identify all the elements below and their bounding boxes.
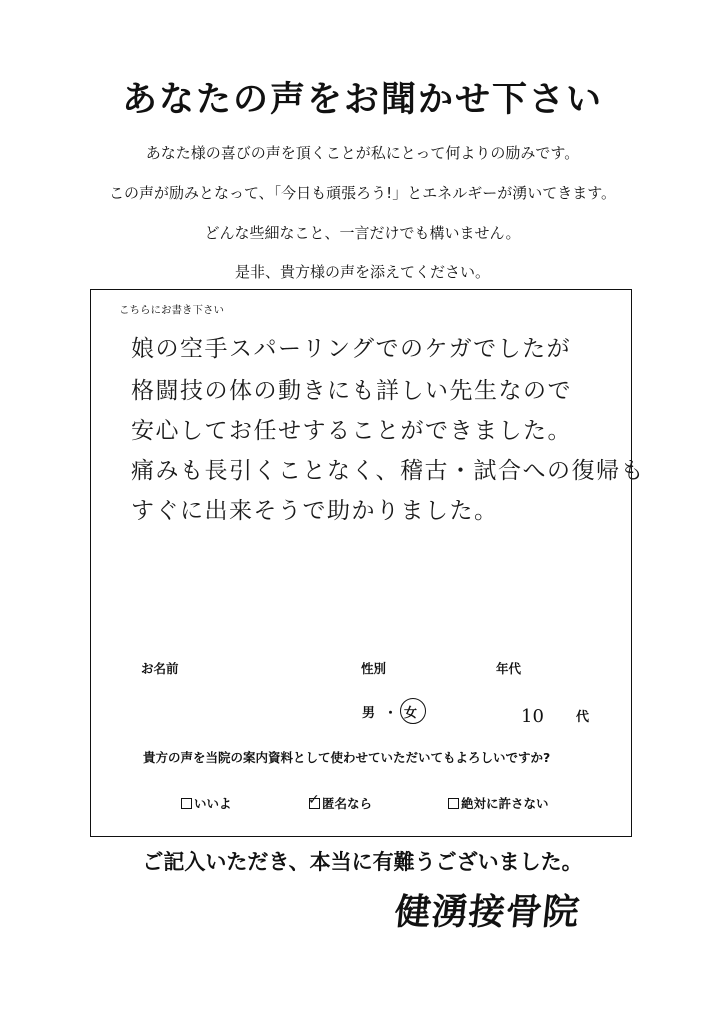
- gender-label: 性別: [361, 661, 387, 676]
- checkbox-ok[interactable]: [181, 798, 192, 809]
- age-label: 年代: [496, 661, 522, 676]
- intro-line-4: 是非、貴方様の声を添えてください。: [234, 263, 490, 281]
- gender-female: 女: [404, 706, 418, 721]
- handwritten-line-2: 格闘技の体の動きにも詳しい先生なので: [131, 378, 572, 404]
- option-refuse-label: 絶対に許さない: [461, 796, 549, 811]
- name-label: お名前: [141, 661, 179, 676]
- intro-line-3: どんな些細なこと、一言だけでも構いません。: [204, 224, 521, 242]
- intro-line-1: あなた様の喜びの声を頂くことが私にとって何よりの励みです。: [145, 144, 580, 162]
- feedback-card: [90, 289, 646, 837]
- checkbox-anonymous[interactable]: [308, 792, 320, 809]
- page-title: あなたの声をお聞かせ下さい: [121, 80, 603, 120]
- checkbox-refuse[interactable]: [448, 798, 459, 809]
- option-anonymous[interactable]: [309, 794, 372, 812]
- handwritten-line-1: 娘の空手スパーリングでのケガでしたが: [131, 336, 572, 362]
- handwritten-line-4: 痛みも長引くことなく、稽古・試合への復帰も: [131, 458, 646, 484]
- check-mark-icon: ✓: [308, 792, 320, 808]
- age-unit: 代: [576, 710, 590, 725]
- thank-you-message: ご記入いただき、本当に有難うございました。: [142, 850, 583, 874]
- gender-male: 男: [362, 706, 376, 721]
- permission-question: 貴方の声を当院の案内資料として使わせていただいてもよろしいですか?: [143, 750, 551, 765]
- gender-separator: ・: [384, 706, 398, 721]
- option-ok-label: いいよ: [194, 796, 232, 811]
- clinic-logo: 健湧接骨院: [392, 891, 582, 933]
- handwritten-line-3: 安心してお任せすることができました。: [131, 418, 572, 444]
- option-refuse[interactable]: [448, 794, 549, 812]
- option-anonymous-label: 匿名なら: [322, 796, 373, 811]
- intro-line-2: この声が励みとなって、「今日も頑張ろう!」とエネルギーが湧いてきます。: [108, 184, 617, 202]
- handwritten-line-5: すぐに出来そうで助かりました。: [131, 498, 499, 524]
- option-ok[interactable]: [181, 794, 232, 812]
- age-value: 10: [521, 706, 544, 727]
- write-here-hint: こちらにお書き下さい: [119, 304, 224, 316]
